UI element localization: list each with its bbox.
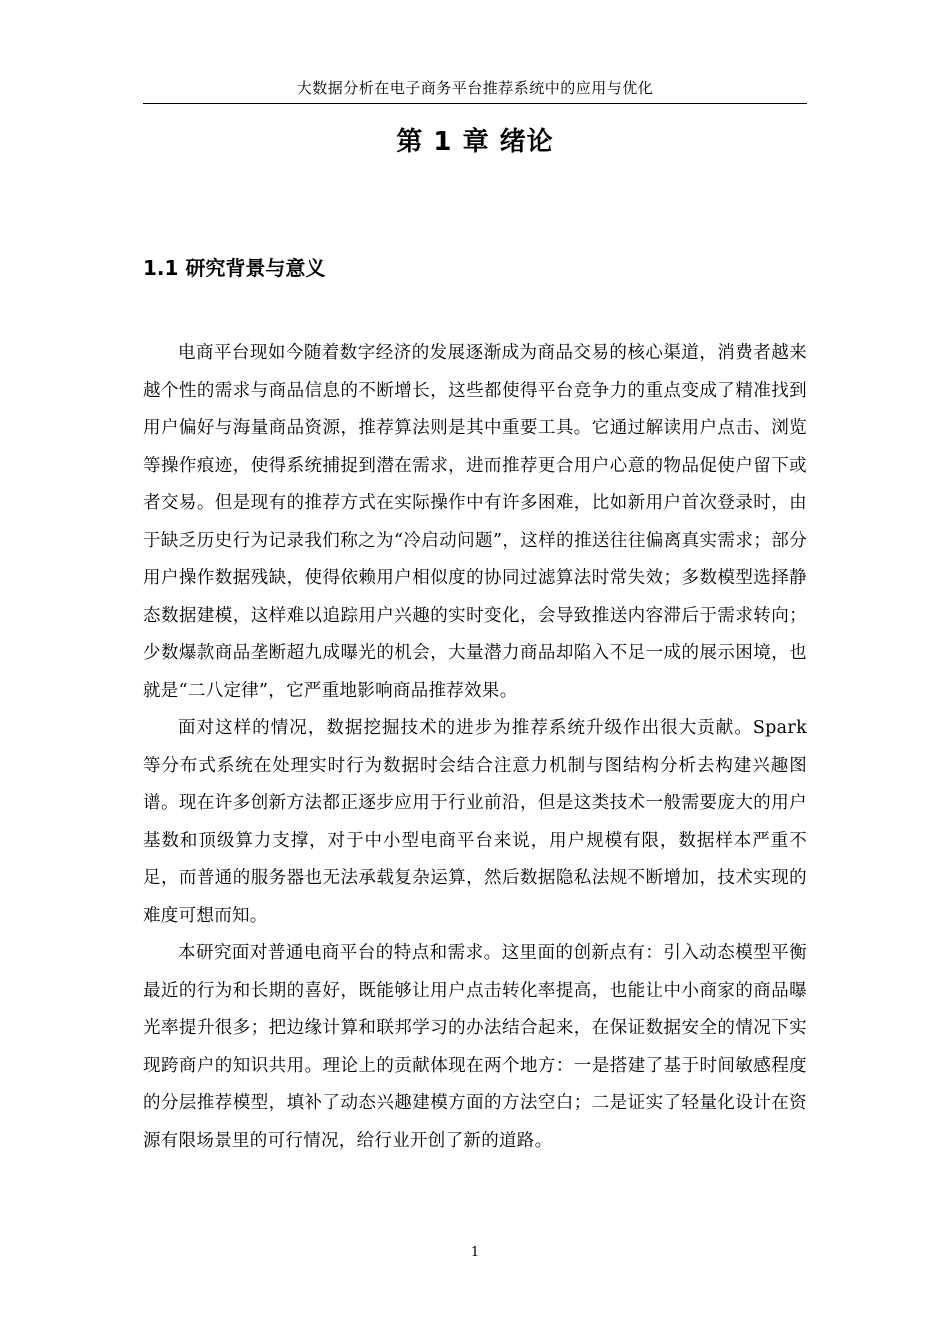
paragraph: 电商平台现如今随着数字经济的发展逐渐成为商品交易的核心渠道，消费者越来越个性的需求与商品信息的不断增长，这些都使得平台竞争力的重点变成了精准找到用户偏好与海量商品资源，推荐算法则是其中重要工具。它通过解读用户点击、浏览等操作痕迹，使得系统捕捉到潜在需求，进而推荐更合用户心意的物品促使户留下或者交易。但是现有的推荐方式在实际操作中有许多困难，比如新用户首次登录时，由于缺乏历史行为记录我们称之为“冷启动问题”，这样的推送往往偏离真实需求；部分用户操作数据残缺，使得依赖用户相似度的协同过滤算法时常失效；多数模型选择静态数据建模，这样难以追踪用户兴趣的实时变化，会导致推送内容滞后于需求转向；少数爆款商品垄断超九成曝光的机会，大量潜力商品却陷入不足一成的展示困境，也就是“二八定律”，它严重地影响商品推荐效果。 [143,343,807,701]
section-heading: 1.1 研究背景与意义 [143,256,326,280]
header-rule [143,103,807,104]
body-text [143,335,807,1160]
page-number: 1 [470,1245,480,1260]
paragraph: 面对这样的情况，数据挖掘技术的进步为推荐系统升级作出很大贡献。Spark 等分布式系统在处理实时行为数据时会结合注意力机制与图结构分析去构建兴趣图谱。现在许多创新方法都正逐步应用于行业前沿，但是这类技术一般需要庞大的用户基数和顶级算力支撑，对于中小型电商平台来说，用户规模有限，数据样本严重不足，而普通的服务器也无法承载复杂运算，然后数据隐私法规不断增加，技术实现的难度可想而知。 [143,718,807,926]
running-header: 大数据分析在电子商务平台推荐系统中的应用与优化 [296,79,654,97]
paragraph: 本研究面对普通电商平台的特点和需求。这里面的创新点有：引入动态模型平衡最近的行为和长期的喜好，既能够让用户点击转化率提高，也能让中小商家的商品曝光率提升很多；把边缘计算和联邦学习的办法结合起来，在保证数据安全的情况下实现跨商户的知识共用。理论上的贡献体现在两个地方：一是搭建了基于时间敏感程度的分层推荐模型，填补了动态兴趣建模方面的方法空白；二是证实了轻量化设计在资源有限场景里的可行情况，给行业开创了新的道路。 [143,943,807,1151]
chapter-title: 第 1 章 绪论 [396,127,554,157]
